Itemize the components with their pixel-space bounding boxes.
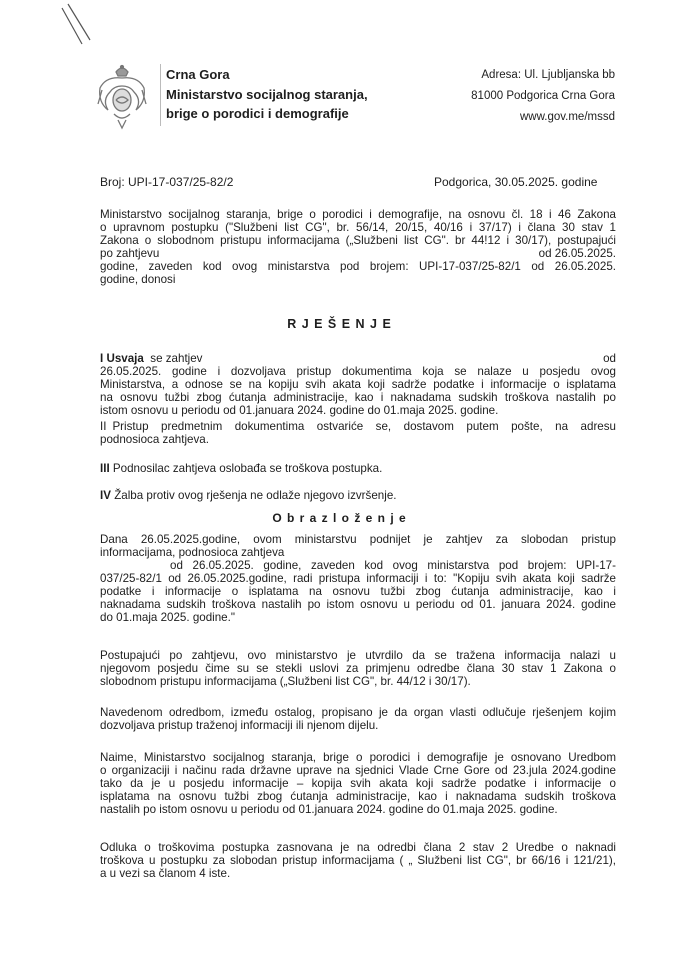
intro-line: o upravnom postupku ("Službeni list CG", br. 56/14, 20/15, 40/16 i 37/17) i člana 30 stav 1: [100, 221, 616, 234]
intro-line: godine, zaveden kod ovog ministarstva pod brojem: UPI-17-037/25-82/1 od 26.05.2025.: [100, 260, 616, 273]
reasoning-line: podatke i informacije o isplatama na osnovu tužbi zbog ćutanja administracije, kao i: [100, 585, 616, 598]
coat-of-arms-icon: [96, 64, 148, 130]
header-divider: [160, 64, 161, 126]
reasoning-line: Odluka o troškovima postupka zasnovana je na odredbi člana 2 stav 2 Uredbe o naknadi: [100, 841, 616, 854]
reasoning-line: od 26.05.2025. godine, zaveden kod ovog ministarstva pod brojem: UPI-17-: [170, 559, 616, 572]
reasoning-line: troškova u postupku za slobodan pristup informacijama ( „ Službeni list CG", br 66/16 i 121/21),: [100, 854, 616, 867]
reasoning-line: Navedenom odredbom, između ostalog, propisano je da organ vlasti odlučuje rješenjem kojim: [100, 706, 616, 719]
pen-marks: [50, 0, 100, 60]
reasoning-line: o organizaciji i načinu rada državne uprave na sjednici Vlade Crne Gore od 23.jula 2024.godine: [100, 764, 616, 777]
decision-item-3: [100, 462, 616, 475]
decision-line: Ministarstva, a odnose se na kopiju svih akata koji sadrže podatke i informacije o isplatama: [100, 378, 616, 391]
decision-line: podnosioca zahtjeva.: [100, 433, 209, 446]
reasoning-line: nastalih po istom osnovu u periodu od 01.januara 2024. godine do 01.maja 2025. godine.: [100, 803, 558, 816]
intro-paragraph: [100, 208, 616, 286]
decision-line: na osnovu tužbi zbog ćutanja administracije, kao i naknadama sudskih troškova nastalih po: [100, 391, 616, 404]
reasoning-paragraph-5: [100, 841, 616, 880]
intro-line: Zakona o slobodnom pristupu informacijama („Službeni list CG". br 44!12 i 30/17), postupajući: [100, 234, 616, 247]
decision-title: R J E Š E N J E: [287, 317, 392, 331]
decision-item-4-label: IV: [100, 489, 111, 502]
decision-item-2-label: II: [100, 420, 107, 433]
decision-item-1-first: se zahtjev: [150, 352, 203, 365]
ministry-name-line1: Ministarstvo socijalnog staranja,: [166, 87, 368, 102]
decision-item-1-right: od: [603, 352, 616, 365]
intro-line: godine, donosi: [100, 273, 176, 286]
decision-item-3-text: Podnosilac zahtjeva oslobađa se troškova postupka.: [112, 462, 383, 475]
address-city: 81000 Podgorica Crna Gora: [471, 90, 615, 102]
reasoning-paragraph-3: [100, 706, 616, 732]
intro-split-right: od 26.05.2025.: [538, 247, 616, 260]
decision-item-4: [100, 489, 616, 502]
reasoning-line: slobodnom pristupu informacijama („Službeni list CG", br. 44/12 i 30/17).: [100, 675, 471, 688]
reasoning-title: O b r a z l o ž e n j e: [272, 511, 407, 525]
ministry-name-line2: brige o porodici i demografije: [166, 106, 349, 121]
reasoning-line: a u vezi sa članom 4 iste.: [100, 867, 231, 880]
decision-item-2: [100, 420, 616, 446]
decision-item-1-first-line: [100, 352, 616, 365]
reasoning-line: njegovom posjedu čime su se stekli uslovi za primjenu odredbe člana 30 stav 1 Zakona o: [100, 662, 616, 675]
decision-item-1-head: [100, 352, 202, 365]
decision-item-1: [100, 352, 616, 417]
reasoning-line: do 01.maja 2025. godine.": [100, 611, 235, 624]
reasoning-line: dozvoljava pristup traženoj informaciji ili njenom dijelu.: [100, 719, 379, 732]
address-street: Adresa: Ul. Ljubljanska bb: [481, 69, 615, 81]
decision-item-1-label: I Usvaja: [100, 352, 144, 365]
place-date: Podgorica, 30.05.2025. godine: [434, 175, 598, 189]
website: www.gov.me/mssd: [519, 111, 615, 123]
country-name: Crna Gora: [166, 67, 230, 82]
reasoning-line: informacijama, podnosioca zahtjeva: [100, 546, 285, 559]
reasoning-line: Naime, Ministarstvo socijalnog staranja, brige o porodici i demografije je osnovano Uredbom: [100, 751, 616, 764]
reasoning-line: Dana 26.05.2025.godine, ovom ministarstvu podnijet je zahtjev za slobodan pristup: [100, 533, 616, 546]
reference-number: Broj: UPI-17-037/25-82/2: [100, 175, 234, 189]
reasoning-line: tako da je u posjedu informacije – kopija svih akata koji sadrže podatke i informacije o: [100, 777, 616, 790]
reasoning-line: 037/25-82/1 od 26.05.2025.godine, radi pristupa informaciji i to: "Kopiju svih akata koji sadrže: [100, 572, 616, 585]
decision-line: istom osnovu u periodu od 01.januara 2024. godine do 01.maja 2025. godine.: [100, 404, 499, 417]
intro-split-left: po zahtjevu: [100, 247, 160, 260]
decision-line: 26.05.2025. godine i dozvoljava pristup dokumentima koja se nalaze u posjedu ovog: [100, 365, 616, 378]
reasoning-paragraph-1: [100, 533, 616, 624]
reasoning-line: isplatama na osnovu tužbi zbog ćutanja administracije, kao i naknadama sudskih troškova: [100, 790, 616, 803]
decision-item-4-text: Žalba protiv ovog rješenja ne odlaže njegovo izvršenje.: [114, 489, 397, 502]
decision-line: Pristup predmetnim dokumentima ostvariće se, dostavom putem pošte, na adresu: [112, 420, 616, 433]
reasoning-paragraph-2: [100, 649, 616, 688]
decision-item-2-first-line: [100, 420, 616, 433]
decision-item-3-label: III: [100, 462, 110, 475]
reasoning-paragraph-4: [100, 751, 616, 816]
intro-line: [100, 247, 616, 260]
reasoning-line: Postupajući po zahtjevu, ovo ministarstvo je utvrdilo da se tražena informacija nalazi u: [100, 649, 616, 662]
reasoning-line: naknadama sudskih troškova nastalih po istom osnovu u periodu od 01. januara 2024. godine: [100, 598, 616, 611]
intro-line: Ministarstvo socijalnog staranja, brige o porodici i demografije, na osnovu čl. 18 i 46 Zakona: [100, 208, 616, 221]
